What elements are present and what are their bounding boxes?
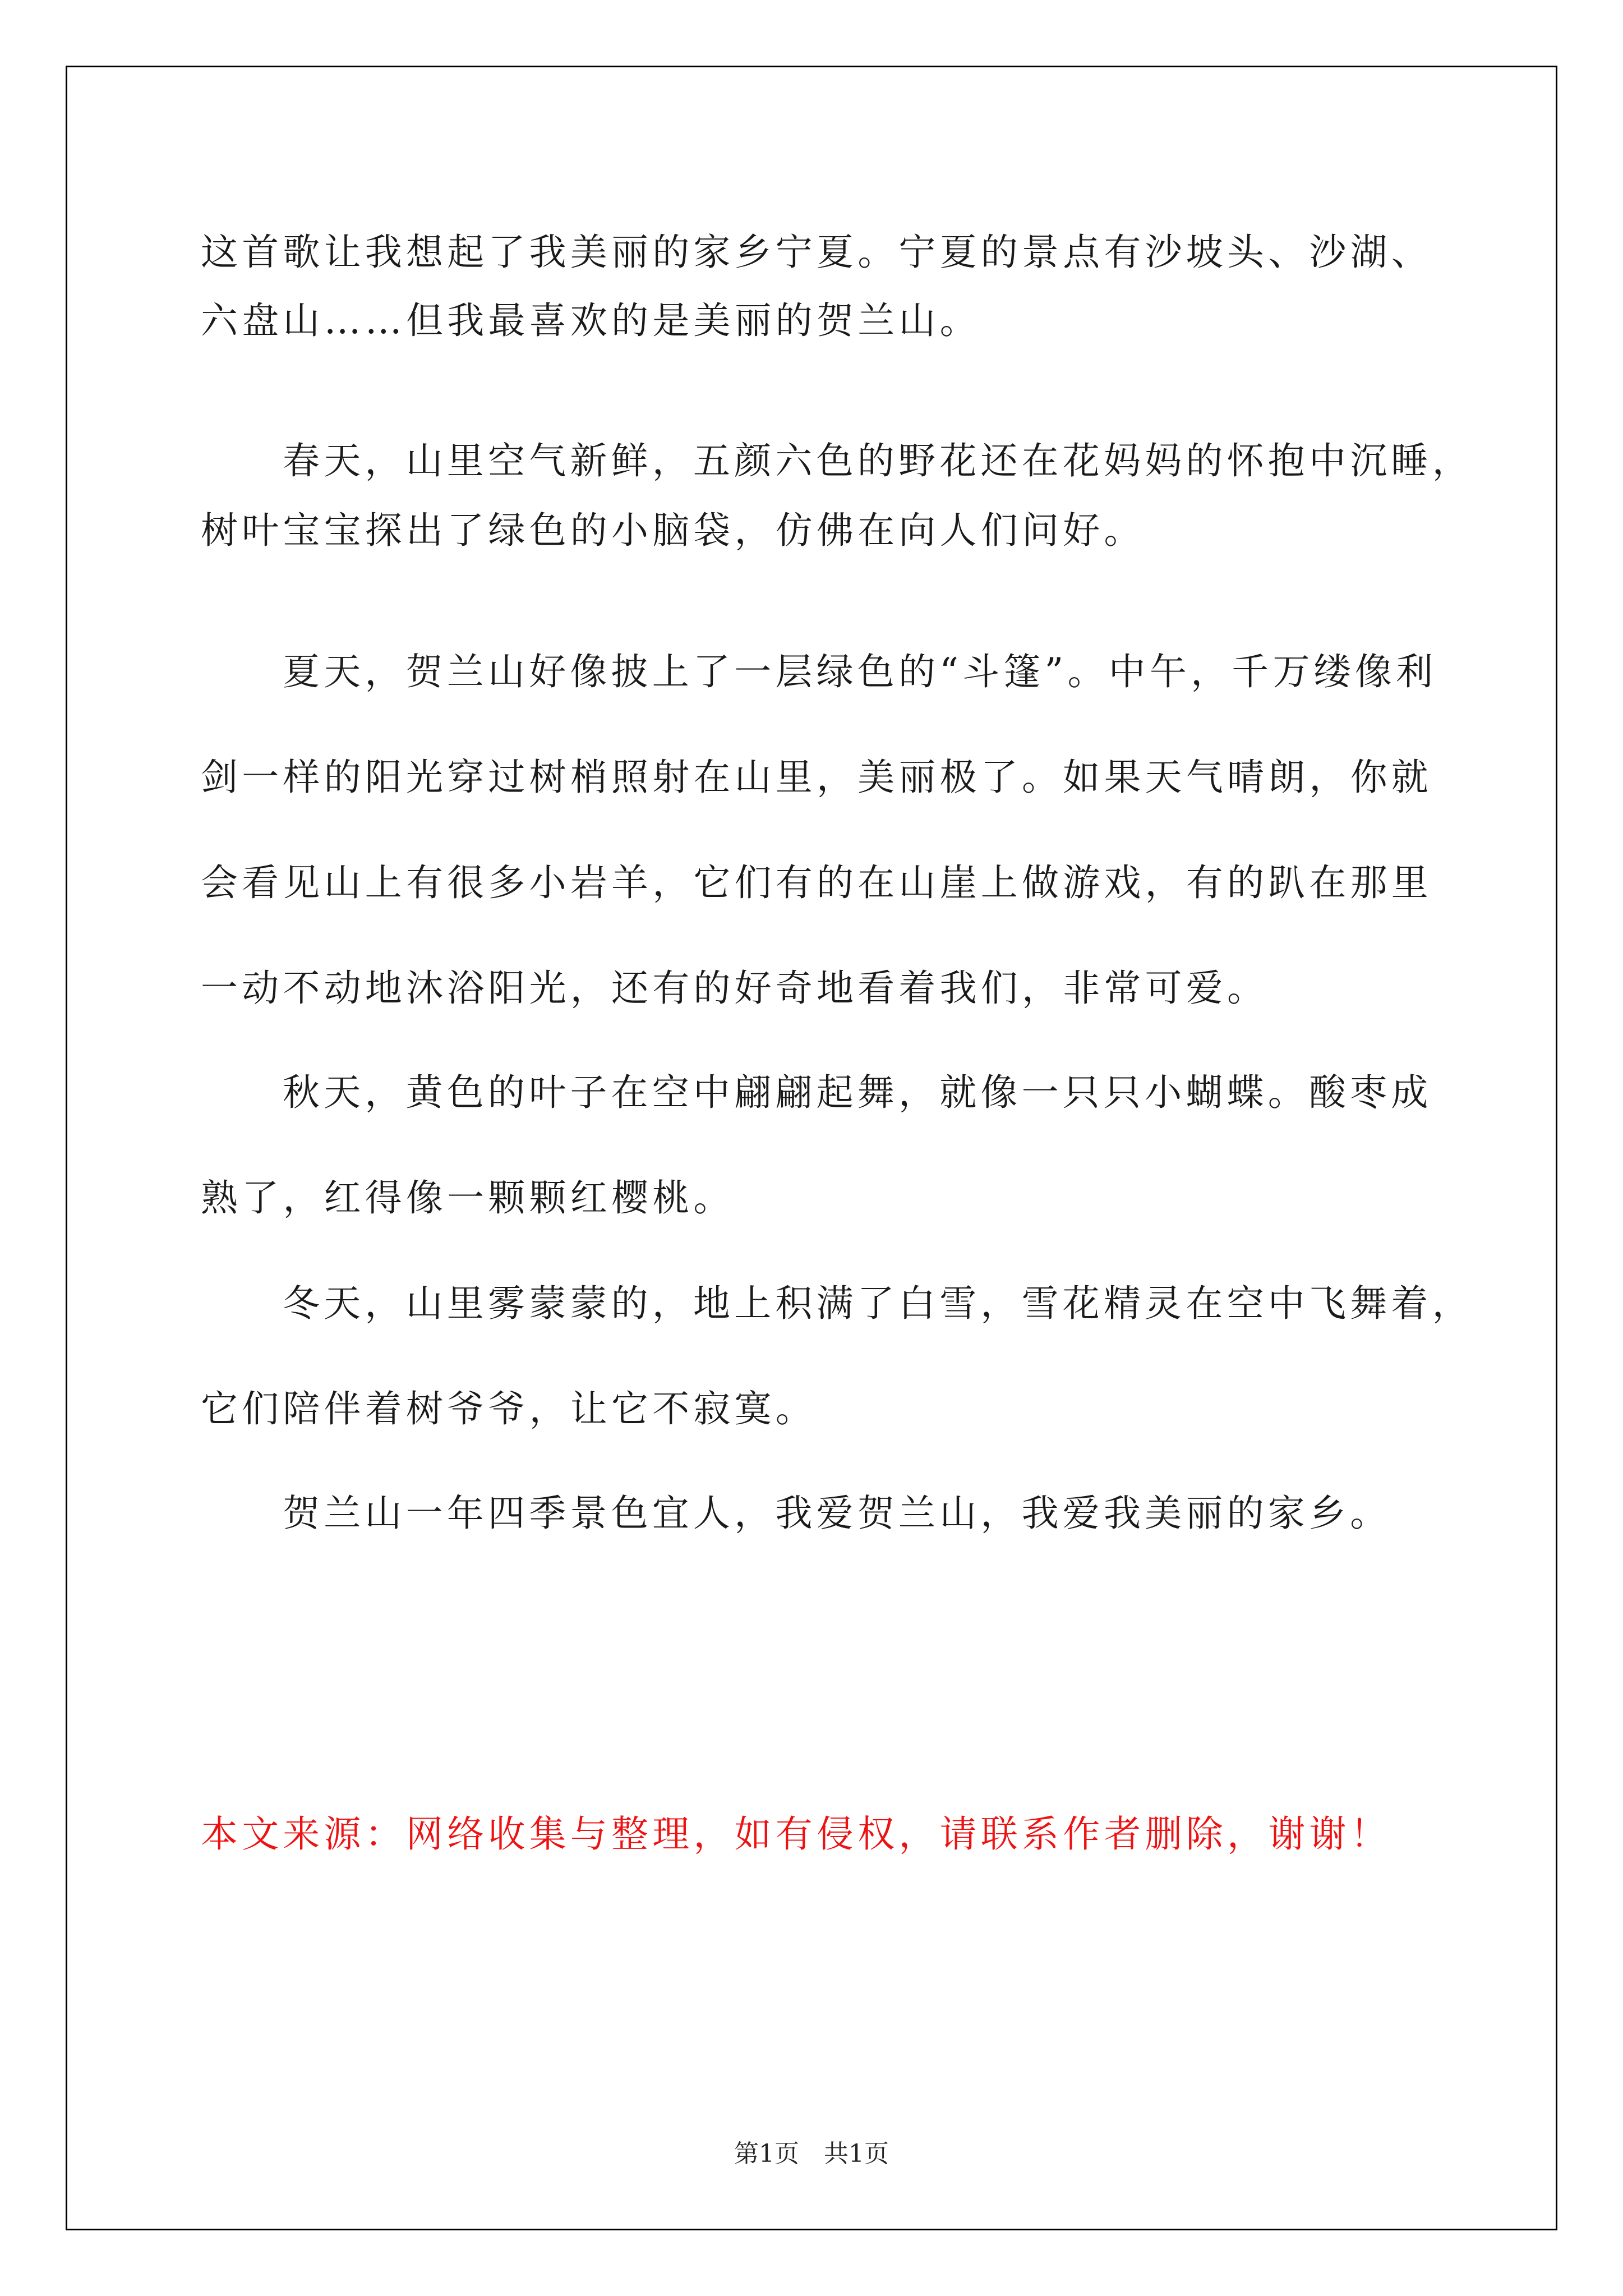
paragraph-5-line-1: 冬天，山里雾蒙蒙的，地上积满了白雪，雪花精灵在空中飞舞着， bbox=[283, 1282, 1473, 1325]
paragraph-3-line-1: 夏天，贺兰山好像披上了一层绿色的“斗篷”。中午，千万缕像利 bbox=[283, 650, 1437, 693]
paragraph-2-line-2: 树叶宝宝探出了绿色的小脑袋，仿佛在向人们问好。 bbox=[201, 509, 1145, 552]
paragraph-5-line-2: 它们陪伴着树爷爷，让它不寂寞。 bbox=[201, 1387, 817, 1430]
paragraph-4-line-1: 秋天，黄色的叶子在空中翩翩起舞，就像一只只小蝴蝶。酸枣成 bbox=[283, 1071, 1432, 1114]
page-border bbox=[66, 66, 1557, 2230]
paragraph-1-line-1: 这首歌让我想起了我美丽的家乡宁夏。宁夏的景点有沙坡头、沙湖、 bbox=[201, 231, 1432, 274]
paragraph-6-line-1: 贺兰山一年四季景色宜人，我爱贺兰山，我爱我美丽的家乡。 bbox=[283, 1492, 1391, 1535]
source-notice: 本文来源：网络收集与整理，如有侵权，请联系作者删除，谢谢！ bbox=[201, 1812, 1391, 1856]
paragraph-1-line-2: 六盘山……但我最喜欢的是美丽的贺兰山。 bbox=[201, 299, 981, 342]
paragraph-3-line-2: 剑一样的阳光穿过树梢照射在山里，美丽极了。如果天气晴朗，你就 bbox=[201, 756, 1432, 799]
paragraph-2-line-1: 春天，山里空气新鲜，五颜六色的野花还在花妈妈的怀抱中沉睡， bbox=[283, 439, 1473, 482]
page-number-footer: 第1页 共1页 bbox=[734, 2139, 889, 2168]
paragraph-3-line-4: 一动不动地沐浴阳光，还有的好奇地看着我们，非常可爱。 bbox=[201, 967, 1269, 1010]
paragraph-4-line-2: 熟了，红得像一颗颗红樱桃。 bbox=[201, 1176, 735, 1220]
paragraph-3-line-3: 会看见山上有很多小岩羊，它们有的在山崖上做游戏，有的趴在那里 bbox=[201, 861, 1432, 904]
